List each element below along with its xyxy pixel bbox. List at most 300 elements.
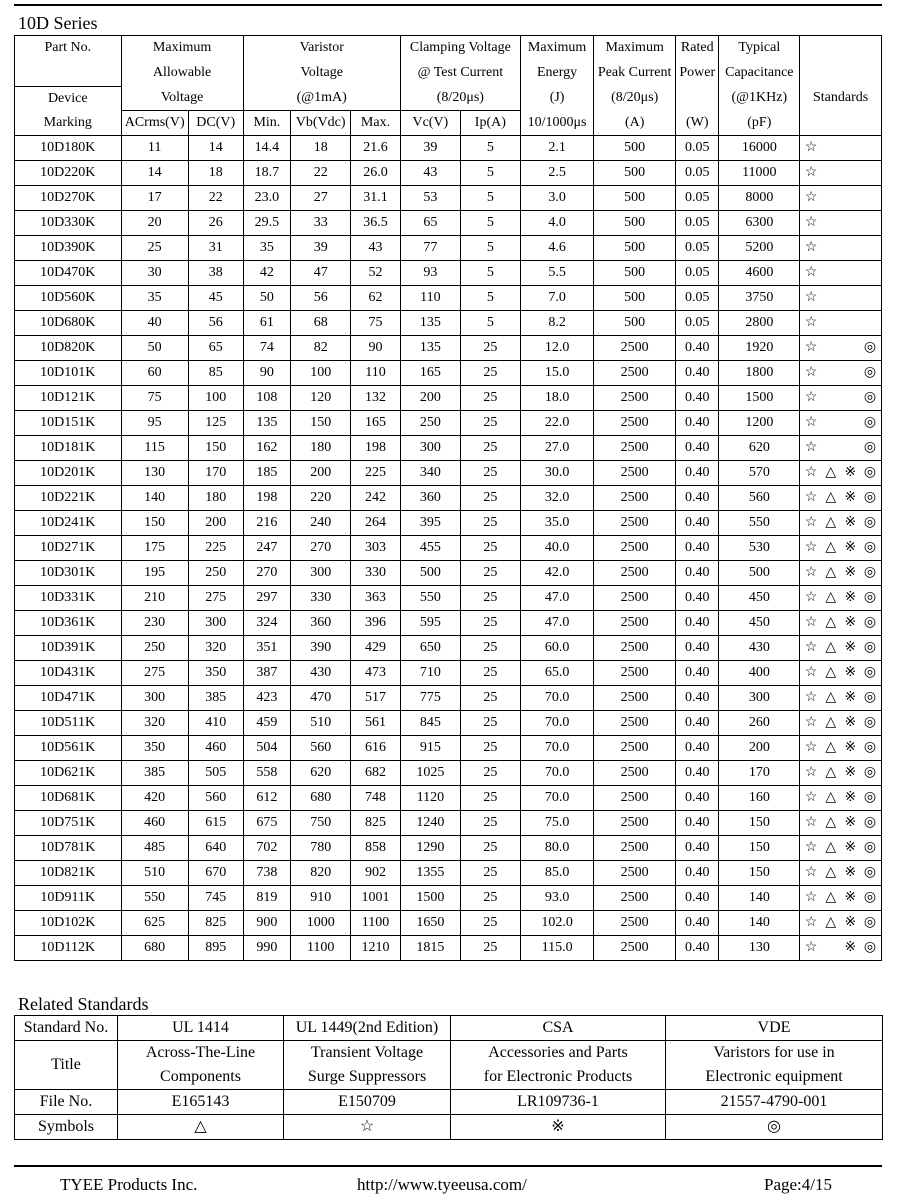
cell-power: 0.40 <box>676 536 719 561</box>
cell-energy: 40.0 <box>520 536 593 561</box>
standard-symbol: △ <box>825 665 837 680</box>
standard-symbol: ☆ <box>804 290 818 305</box>
cell-vb: 200 <box>291 461 351 486</box>
cell-peak: 500 <box>594 261 676 286</box>
standard-symbol: ◎ <box>863 815 877 830</box>
cell-min: 74 <box>243 336 291 361</box>
cell-acrms: 350 <box>121 736 188 761</box>
cell-cap: 530 <box>719 536 800 561</box>
cell-standards <box>800 536 882 561</box>
rel-std-file: E165143 <box>118 1090 284 1115</box>
standard-symbol <box>862 190 878 206</box>
cell-max: 264 <box>351 511 401 536</box>
standard-symbol: △ <box>825 765 837 780</box>
standard-symbol: ※ <box>844 590 857 605</box>
cell-dc: 150 <box>188 436 243 461</box>
cell-peak: 2500 <box>594 436 676 461</box>
cell-standards <box>800 636 882 661</box>
cell-vc: 500 <box>400 561 460 586</box>
cell-acrms: 230 <box>121 611 188 636</box>
cell-dc: 225 <box>188 536 243 561</box>
standard-symbol: ☆ <box>804 690 818 705</box>
hdr-peak-2: Peak Current <box>594 60 676 86</box>
cell-peak: 2500 <box>594 511 676 536</box>
hdr-peak-3: (8/20μs) <box>594 86 676 111</box>
table-row <box>15 836 882 861</box>
cell-vb: 22 <box>291 161 351 186</box>
cell-power: 0.40 <box>676 786 719 811</box>
table-row <box>15 311 882 336</box>
cell-peak: 2500 <box>594 811 676 836</box>
cell-standards <box>800 386 882 411</box>
rel-std-title-1: Varistors for use in <box>666 1041 883 1066</box>
cell-peak: 2500 <box>594 836 676 861</box>
cell-min: 504 <box>243 736 291 761</box>
cell-min: 702 <box>243 836 291 861</box>
related-standards-table <box>14 1015 883 1140</box>
cell-max: 36.5 <box>351 211 401 236</box>
cell-vb: 430 <box>291 661 351 686</box>
standard-symbol <box>842 265 858 281</box>
standard-symbol: ※ <box>844 915 857 930</box>
cell-part: 10D102K <box>15 911 122 936</box>
standard-symbol: △ <box>825 690 837 705</box>
cell-cap: 620 <box>719 436 800 461</box>
rel-std-title-2: Electronic equipment <box>666 1065 883 1090</box>
rel-std-symbol: ☆ <box>284 1115 451 1140</box>
cell-energy: 42.0 <box>520 561 593 586</box>
standard-symbol: ※ <box>844 840 857 855</box>
cell-part: 10D781K <box>15 836 122 861</box>
cell-ip: 5 <box>460 286 520 311</box>
cell-peak: 500 <box>594 136 676 161</box>
cell-part: 10D220K <box>15 161 122 186</box>
cell-vc: 710 <box>400 661 460 686</box>
cell-max: 303 <box>351 536 401 561</box>
cell-peak: 500 <box>594 161 676 186</box>
cell-acrms: 95 <box>121 411 188 436</box>
cell-vb: 1000 <box>291 911 351 936</box>
hdr-power-2: Power <box>676 60 719 86</box>
cell-energy: 2.1 <box>520 136 593 161</box>
table-row <box>15 136 882 161</box>
cell-acrms: 625 <box>121 911 188 936</box>
cell-peak: 2500 <box>594 386 676 411</box>
hdr-power-1: Rated <box>676 36 719 61</box>
cell-standards <box>800 736 882 761</box>
standard-symbol: ◎ <box>863 790 877 805</box>
cell-min: 42 <box>243 261 291 286</box>
standard-symbol <box>862 215 878 231</box>
cell-power: 0.40 <box>676 911 719 936</box>
standard-symbol <box>823 240 839 256</box>
cell-power: 0.40 <box>676 361 719 386</box>
standard-symbol: ◎ <box>863 415 877 430</box>
cell-min: 162 <box>243 436 291 461</box>
table-row <box>15 161 882 186</box>
cell-min: 185 <box>243 461 291 486</box>
cell-peak: 2500 <box>594 561 676 586</box>
hdr-vc: Vc(V) <box>400 111 460 136</box>
cell-vc: 77 <box>400 236 460 261</box>
hdr-min: Min. <box>243 111 291 136</box>
cell-vc: 1650 <box>400 911 460 936</box>
cell-power: 0.05 <box>676 286 719 311</box>
cell-cap: 400 <box>719 661 800 686</box>
cell-min: 819 <box>243 886 291 911</box>
hdr-dc: DC(V) <box>188 111 243 136</box>
cell-acrms: 115 <box>121 436 188 461</box>
standard-symbol: △ <box>825 590 837 605</box>
cell-energy: 32.0 <box>520 486 593 511</box>
cell-energy: 4.0 <box>520 211 593 236</box>
cell-cap: 570 <box>719 461 800 486</box>
cell-ip: 5 <box>460 261 520 286</box>
hdr-ip: Ip(A) <box>460 111 520 136</box>
cell-cap: 150 <box>719 861 800 886</box>
cell-peak: 2500 <box>594 586 676 611</box>
cell-vc: 1120 <box>400 786 460 811</box>
cell-standards <box>800 911 882 936</box>
cell-energy: 47.0 <box>520 586 593 611</box>
standard-symbol: ※ <box>844 515 857 530</box>
cell-part: 10D331K <box>15 586 122 611</box>
rel-label-title: Title <box>15 1041 118 1090</box>
footer-url-link[interactable]: http://www.tyeeusa.com/ <box>357 1175 527 1194</box>
table-row <box>15 761 882 786</box>
rel-std-title-2: for Electronic Products <box>451 1065 666 1090</box>
table-row <box>15 886 882 911</box>
cell-ip: 25 <box>460 711 520 736</box>
table-row <box>15 361 882 386</box>
standard-symbol: ☆ <box>804 490 818 505</box>
cell-cap: 140 <box>719 886 800 911</box>
cell-ip: 25 <box>460 911 520 936</box>
standard-symbol: ◎ <box>863 840 877 855</box>
rel-std-title-1: Across-The-Line <box>118 1041 284 1066</box>
hdr-cap-4: (pF) <box>719 111 800 136</box>
standard-symbol <box>842 415 858 431</box>
cell-min: 247 <box>243 536 291 561</box>
cell-acrms: 17 <box>121 186 188 211</box>
cell-standards <box>800 436 882 461</box>
cell-standards <box>800 586 882 611</box>
cell-max: 363 <box>351 586 401 611</box>
hdr-max: Max. <box>351 111 401 136</box>
cell-standards <box>800 361 882 386</box>
cell-acrms: 460 <box>121 811 188 836</box>
cell-part: 10D681K <box>15 786 122 811</box>
table-row <box>15 611 882 636</box>
standard-symbol: ☆ <box>804 740 818 755</box>
cell-standards <box>800 836 882 861</box>
cell-cap: 300 <box>719 686 800 711</box>
cell-vc: 595 <box>400 611 460 636</box>
cell-standards <box>800 786 882 811</box>
standard-symbol: △ <box>825 815 837 830</box>
cell-part: 10D751K <box>15 811 122 836</box>
cell-standards <box>800 461 882 486</box>
standard-symbol <box>823 215 839 231</box>
cell-dc: 250 <box>188 561 243 586</box>
cell-ip: 25 <box>460 686 520 711</box>
cell-standards <box>800 861 882 886</box>
cell-part: 10D821K <box>15 861 122 886</box>
standard-symbol: △ <box>825 915 837 930</box>
table-row <box>15 286 882 311</box>
cell-power: 0.40 <box>676 686 719 711</box>
standard-symbol: ☆ <box>804 815 818 830</box>
cell-ip: 25 <box>460 861 520 886</box>
standard-symbol <box>823 340 839 356</box>
hdr-energy-3: (J) <box>520 86 593 111</box>
cell-cap: 170 <box>719 761 800 786</box>
cell-standards <box>800 811 882 836</box>
table-row <box>15 236 882 261</box>
standard-symbol <box>823 365 839 381</box>
cell-energy: 22.0 <box>520 411 593 436</box>
cell-peak: 2500 <box>594 861 676 886</box>
standard-symbol <box>842 365 858 381</box>
table-row <box>15 336 882 361</box>
cell-standards <box>800 886 882 911</box>
cell-peak: 2500 <box>594 336 676 361</box>
standard-symbol: △ <box>825 465 837 480</box>
cell-energy: 2.5 <box>520 161 593 186</box>
cell-power: 0.40 <box>676 386 719 411</box>
cell-energy: 115.0 <box>520 936 593 961</box>
cell-acrms: 550 <box>121 886 188 911</box>
cell-vc: 43 <box>400 161 460 186</box>
cell-cap: 2800 <box>719 311 800 336</box>
standard-symbol: ☆ <box>804 590 818 605</box>
cell-cap: 450 <box>719 586 800 611</box>
cell-dc: 170 <box>188 461 243 486</box>
spec-table <box>14 35 882 961</box>
cell-min: 459 <box>243 711 291 736</box>
cell-vc: 650 <box>400 636 460 661</box>
standard-symbol: ☆ <box>804 890 818 905</box>
cell-max: 330 <box>351 561 401 586</box>
cell-energy: 4.6 <box>520 236 593 261</box>
standard-symbol: ※ <box>844 815 857 830</box>
rel-std-name: CSA <box>451 1016 666 1041</box>
cell-dc: 670 <box>188 861 243 886</box>
rel-std-symbol: ※ <box>451 1115 666 1140</box>
cell-vb: 180 <box>291 436 351 461</box>
standard-symbol: ☆ <box>804 515 818 530</box>
cell-ip: 25 <box>460 411 520 436</box>
cell-vc: 775 <box>400 686 460 711</box>
cell-cap: 130 <box>719 936 800 961</box>
standard-symbol: ※ <box>844 540 857 555</box>
cell-min: 324 <box>243 611 291 636</box>
cell-part: 10D470K <box>15 261 122 286</box>
standard-symbol: ◎ <box>863 715 877 730</box>
cell-max: 110 <box>351 361 401 386</box>
cell-cap: 160 <box>719 786 800 811</box>
cell-acrms: 275 <box>121 661 188 686</box>
cell-energy: 47.0 <box>520 611 593 636</box>
cell-standards <box>800 161 882 186</box>
cell-cap: 5200 <box>719 236 800 261</box>
standard-symbol: ☆ <box>804 790 818 805</box>
cell-min: 423 <box>243 686 291 711</box>
cell-peak: 2500 <box>594 536 676 561</box>
cell-power: 0.05 <box>676 161 719 186</box>
cell-max: 31.1 <box>351 186 401 211</box>
cell-part: 10D431K <box>15 661 122 686</box>
cell-dc: 14 <box>188 136 243 161</box>
table-row <box>15 386 882 411</box>
cell-max: 198 <box>351 436 401 461</box>
cell-part: 10D180K <box>15 136 122 161</box>
cell-peak: 2500 <box>594 761 676 786</box>
cell-vc: 1355 <box>400 861 460 886</box>
cell-vc: 135 <box>400 311 460 336</box>
cell-cap: 16000 <box>719 136 800 161</box>
cell-max: 43 <box>351 236 401 261</box>
cell-part: 10D270K <box>15 186 122 211</box>
standard-symbol: △ <box>825 890 837 905</box>
standard-symbol: ☆ <box>804 365 818 380</box>
standard-symbol: ☆ <box>804 340 818 355</box>
standard-symbol: △ <box>825 490 837 505</box>
cell-part: 10D112K <box>15 936 122 961</box>
standard-symbol <box>862 165 878 181</box>
standard-symbol: ※ <box>844 790 857 805</box>
cell-vb: 33 <box>291 211 351 236</box>
cell-peak: 500 <box>594 211 676 236</box>
cell-energy: 93.0 <box>520 886 593 911</box>
cell-acrms: 11 <box>121 136 188 161</box>
cell-ip: 25 <box>460 636 520 661</box>
cell-dc: 560 <box>188 786 243 811</box>
cell-energy: 30.0 <box>520 461 593 486</box>
standard-symbol <box>842 140 858 156</box>
cell-vb: 780 <box>291 836 351 861</box>
cell-power: 0.40 <box>676 811 719 836</box>
cell-standards <box>800 186 882 211</box>
cell-ip: 25 <box>460 936 520 961</box>
cell-vc: 1025 <box>400 761 460 786</box>
cell-acrms: 300 <box>121 686 188 711</box>
standard-symbol: △ <box>825 540 837 555</box>
cell-vc: 1290 <box>400 836 460 861</box>
cell-energy: 70.0 <box>520 736 593 761</box>
cell-max: 225 <box>351 461 401 486</box>
cell-dc: 410 <box>188 711 243 736</box>
cell-standards <box>800 661 882 686</box>
cell-part: 10D511K <box>15 711 122 736</box>
standard-symbol: △ <box>825 790 837 805</box>
cell-vc: 455 <box>400 536 460 561</box>
hdr-varistor-3: (@1mA) <box>243 86 400 111</box>
cell-min: 50 <box>243 286 291 311</box>
cell-ip: 5 <box>460 161 520 186</box>
standard-symbol: ※ <box>844 940 857 955</box>
cell-ip: 25 <box>460 811 520 836</box>
cell-power: 0.40 <box>676 561 719 586</box>
cell-part: 10D911K <box>15 886 122 911</box>
hdr-peak-4: (A) <box>594 111 676 136</box>
cell-acrms: 510 <box>121 861 188 886</box>
standard-symbol: ◎ <box>863 665 877 680</box>
standard-symbol: ※ <box>844 615 857 630</box>
hdr-part-no: Part No. <box>15 36 122 61</box>
cell-min: 270 <box>243 561 291 586</box>
rel-std-symbol: ◎ <box>666 1115 883 1140</box>
hdr-acrms: ACrms(V) <box>121 111 188 136</box>
cell-min: 558 <box>243 761 291 786</box>
rel-std-file: E150709 <box>284 1090 451 1115</box>
standard-symbol: ☆ <box>804 865 818 880</box>
rel-label-standard-no: Standard No. <box>15 1016 118 1041</box>
cell-max: 561 <box>351 711 401 736</box>
cell-max: 1001 <box>351 886 401 911</box>
cell-ip: 5 <box>460 186 520 211</box>
cell-vc: 340 <box>400 461 460 486</box>
standard-symbol <box>842 340 858 356</box>
cell-vc: 65 <box>400 211 460 236</box>
hdr-max-allowable-3: Voltage <box>121 86 243 111</box>
cell-power: 0.40 <box>676 861 719 886</box>
standard-symbol: ◎ <box>863 865 877 880</box>
cell-part: 10D301K <box>15 561 122 586</box>
standard-symbol: ◎ <box>863 540 877 555</box>
cell-vb: 240 <box>291 511 351 536</box>
cell-vc: 1500 <box>400 886 460 911</box>
cell-part: 10D181K <box>15 436 122 461</box>
cell-vc: 53 <box>400 186 460 211</box>
standard-symbol: △ <box>825 715 837 730</box>
cell-cap: 6300 <box>719 211 800 236</box>
cell-power: 0.40 <box>676 936 719 961</box>
cell-ip: 5 <box>460 136 520 161</box>
standard-symbol <box>842 390 858 406</box>
cell-power: 0.05 <box>676 236 719 261</box>
cell-cap: 260 <box>719 711 800 736</box>
cell-energy: 70.0 <box>520 711 593 736</box>
cell-dc: 460 <box>188 736 243 761</box>
rel-std-name: VDE <box>666 1016 883 1041</box>
cell-acrms: 680 <box>121 936 188 961</box>
cell-peak: 500 <box>594 186 676 211</box>
cell-power: 0.40 <box>676 436 719 461</box>
footer-company: TYEE Products Inc. <box>60 1175 198 1194</box>
cell-peak: 500 <box>594 236 676 261</box>
cell-vc: 165 <box>400 361 460 386</box>
hdr-standards-blank-3 <box>800 111 882 136</box>
standard-symbol <box>823 290 839 306</box>
hdr-peak-1: Maximum <box>594 36 676 61</box>
cell-dc: 38 <box>188 261 243 286</box>
cell-acrms: 60 <box>121 361 188 386</box>
cell-cap: 560 <box>719 486 800 511</box>
cell-max: 75 <box>351 311 401 336</box>
cell-ip: 25 <box>460 836 520 861</box>
standard-symbol: △ <box>825 840 837 855</box>
standard-symbol: ☆ <box>804 465 818 480</box>
standard-symbol: ☆ <box>804 615 818 630</box>
cell-standards <box>800 311 882 336</box>
cell-vb: 18 <box>291 136 351 161</box>
cell-vb: 120 <box>291 386 351 411</box>
cell-vb: 27 <box>291 186 351 211</box>
cell-power: 0.40 <box>676 586 719 611</box>
cell-dc: 45 <box>188 286 243 311</box>
standard-symbol: ☆ <box>804 390 818 405</box>
